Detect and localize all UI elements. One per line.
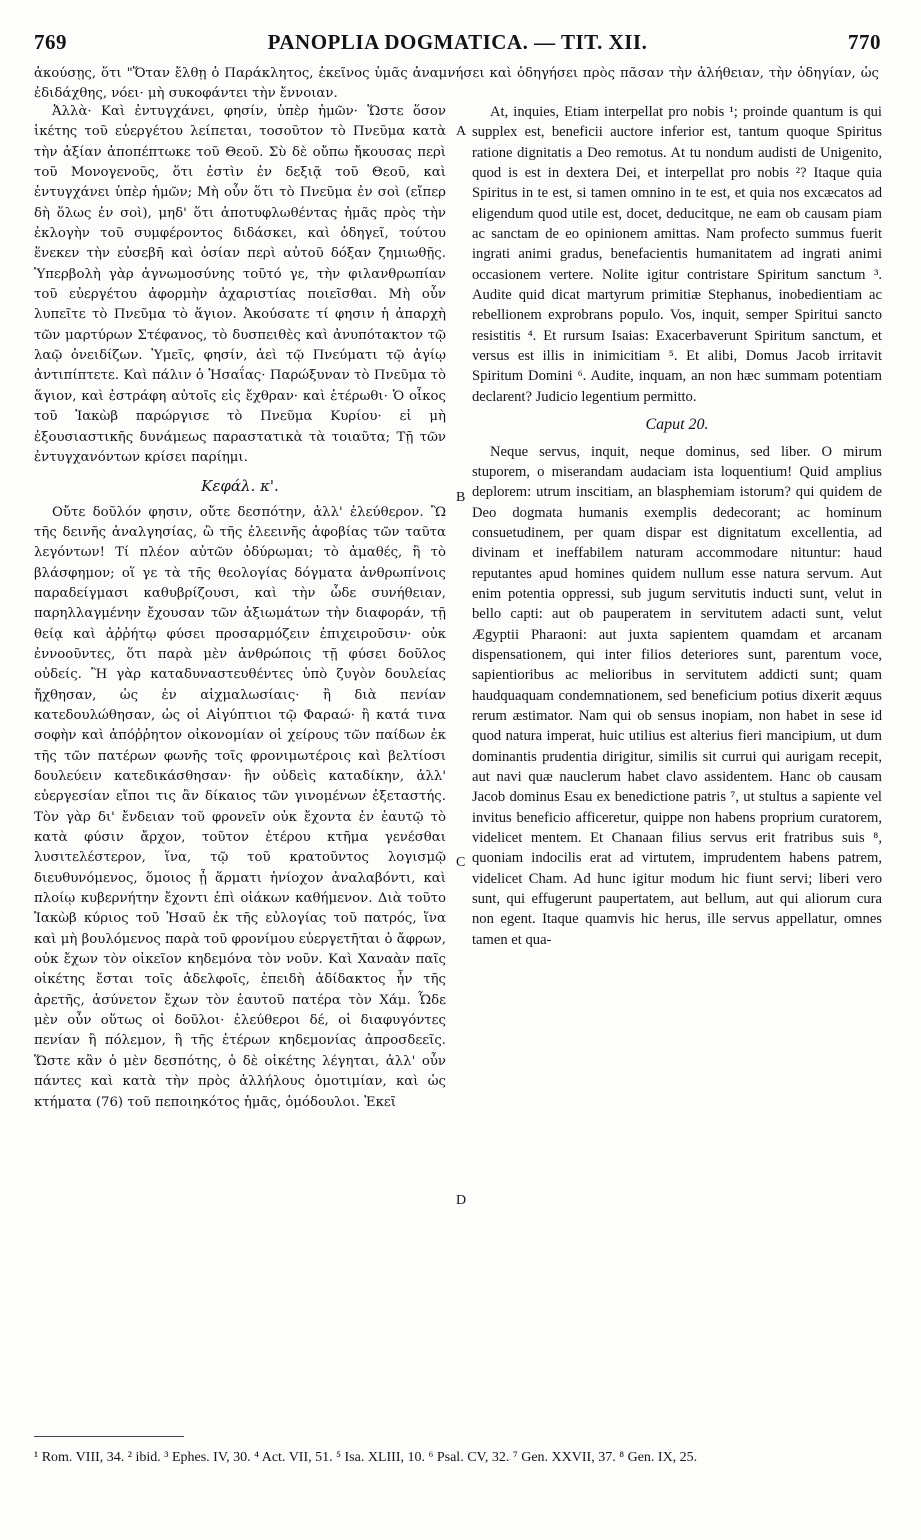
running-title: PANOPLIA DOGMATICA. — TIT. XII. (267, 30, 648, 54)
running-header (34, 30, 881, 56)
greek-paragraph-2: Οὔτε δοῦλόν φησιν, οὔτε δεσπότην, ἀλλ' ἐλεύθερον. Ὢ τῆς δεινῆς ἀναλγησίας, ὢ τῆς ἐλεεινῆς ἀφοβίας τῶν ταῦτα λεγόντων! Τί πλέον αὐτῶν ὀδύρωμαι; τὸ ἀμαθές, ἢ τὸ βλάσφημον; οἵ γε τὰ τῆς θεολογίας δόγματα ἀνθρωπίνοις παραδείγμασι καθυβρίζουσι, καὶ τὴν ὧδε συνήθειαν, παρηλλαγμένην ἔχουσαν τῶν ἀξιωμάτων τὴν διαφοράν, τῇ θείᾳ καὶ ἀῤῥήτῳ φύσει προσαρμόζειν ἐπιχειροῦσιν· οὐκ ἐννοοῦντες, ὅτι παρὰ μὲν ἀνθρώποις τῇ φύσει δοῦλος οὐδείς. Ἢ γὰρ καταδυναστευθέντες ὑπὸ ζυγὸν δουλείας ἤχθησαν, ὡς ἐν αἰχμαλωσίαις· ἢ διὰ πενίαν κατεδουλώθησαν, ὡς οἱ Αἰγύπτιοι τῷ Φαραώ· ἢ κατά τινα σοφὴν καὶ ἀπόῤῥητον οἰκονομίαν οἱ χείρους τῶν παίδων ἐκ τῆς τῶν πατέρων φωνῆς τοῖς φρονιμωτέροις καὶ βελτίοσι δουλεύειν κατεδικάσθησαν· ἣν οὐδεὶς καταδίκην, ἀλλ' εὐεργεσίαν εἴποι τις ἂν δίκαιος τῶν γινομένων ἐξεταστής. Τὸν γὰρ δι' ἔνδειαν τοῦ φρονεῖν οὐκ ἔχοντα ἐν ἑαυτῷ τὸ κατὰ φύσιν ἄρχον, τοῦτον ἑτέρου κτῆμα γενέσθαι λυσιτελέστερον, ἵνα, τῷ τοῦ κρατοῦντος λογισμῷ διευθυνόμενος, ὅμοιος ᾖ ἅρματι ἡνίοχον ἀναλαβόντι, καὶ πλοίῳ κυβερνήτην ἔχοντι ἐπὶ οἰάκων καθήμενον. Διὰ τοῦτο Ἰακὼβ κύριος τοῦ Ἡσαῦ ἐκ τῆς εὐλογίας τοῦ πατρός, ἵνα καὶ μὴ βουλόμενος παρὰ τοῦ φρονίμου εὐεργετῆται ὁ ἄφρων, οὐκ ἔχων τὸν οἰκεῖον κηδεμόνα τὸν νοῦν. Καὶ Χαναὰν παῖς οἰκέτης ἔσται τοῖς ἀδελφοῖς, ἐπειδὴ ἀδίδακτος ἦν τῆς ἀρετῆς, ἀσύνετον ἔχων τὸν ἑαυτοῦ πατέρα τὸν Χάμ. Ὧδε μὲν οὖν οὕτως οἱ δοῦλοι· ἐλεύθεροι δέ, οἱ διαφυγόντες πενίαν ἢ πόλεμον, ἢ τῆς ἑτέρων κηδεμονίας ἀπροσδεεῖς. Ὥστε κἂν ὁ μὲν δεσπότης, ὁ δὲ οἰκέτης λέγηται, ἀλλ' οὖν πάντες καὶ κατὰ τὴν πρὸς ἀλλήλους ὁμοτιμίαν, καὶ ὡς κτήματα (76) τοῦ πεποιηκότος ἡμᾶς, ὁμόδουλοι. Ἐκεῖ (34, 504, 446, 1110)
margin-letter-b: B (456, 490, 466, 505)
greek-chapter-heading: Κεφάλ. κ'. (201, 477, 279, 496)
greek-column (34, 102, 446, 1427)
page-number-right: 770 (848, 30, 881, 54)
latin-chapter-heading: Caput 20. (645, 416, 709, 434)
latin-column (472, 102, 882, 1427)
page-number-left: 769 (34, 30, 67, 54)
footnote-rule (34, 1436, 184, 1437)
latin-paragraph-1: At, inquies, Etiam interpellat pro nobis ¹; proinde quantum is qui supplex est, beneficii auctore inferior est, tantum quoque Spiritus ratione dignitatis a Deo remotus. At tu nondum audisti de Unigenito, quod is est in dextera Dei, et interpellat pro nobis ²? Itaque quia Spiritus in te est, si tamen omnino in te est, et quia nos excæcatos ad eligendum quod utile est, docet, deducitque, ne eam ob causam piam ac sanctam de eo opinionem amittas. Nam profecto summus fuerit ingrati animi gradus, benefacientis humanitatem ad ingrati animi occasionem vertere. Nolite igitur contristare Spiritum sanctum ³. Audite quid dicat martyrum primitiæ Stephanus, inobedientiam ac rebellionem exprobrans populo. Vos, inquit, semper Spiritui sancto resistitis ⁴. Et rursum Isaias: Exacerbaverunt Spiritum sanctum, et versus est illis in inimicitiam ⁵. Et alibi, Domus Jacob irritavit Spiritum Domini ⁶. Audite, inquam, an non hæc summam potentiam declarent? Judicio legentium permitto. (472, 104, 882, 405)
margin-letter-c: C (456, 855, 466, 870)
lead-line-greek: ἀκούσῃς, ὅτι "Ὅταν ἔλθῃ ὁ Παράκλητος, ἐκεῖνος ὑμᾶς ἀναμνήσει καὶ ὁδηγήσει πρὸς πᾶσαν τὴν ἀλήθειαν, τὴν ὁδηγίαν, ὡς ἐδιδάχθης, νόει· μὴ συκοφάντει τὴν ἔννοιαν. (34, 66, 879, 101)
greek-paragraph-1: Ἀλλὰ· Καὶ ἐντυγχάνει, φησίν, ὑπὲρ ἡμῶν· Ὥστε ὅσον ἱκέτης τοῦ εὐεργέτου λείπεται, τοσοῦτον τὸ Πνεῦμα κατὰ τὴν ἀξίαν ἀποπέπτωκε τοῦ Θεοῦ. Σὺ δὲ οὔπω ἤκουσας περὶ τοῦ Μονογενοῦς, ὅτι ἐστὶν ἐν δεξιᾷ τοῦ Θεοῦ, καὶ ἐντυγχάνει ὑπὲρ ἡμῶν; Μὴ οὖν ὅτι τὸ Πνεῦμα ἐν σοὶ (εἴπερ δὴ ὅλως ἐν σοὶ), μηδ' ὅτι ἀποτυφλωθέντας ἡμᾶς πρὸς τὴν ἐκλογὴν τοῦ συμφέροντος διδάσκει, καὶ ὁδηγεῖ, τούτου ἕνεκεν τὴν εὐσεβῆ καὶ ὁσίαν περὶ αὐτοῦ δόξαν ζημιωθῇς. Ὑπερβολὴ γὰρ ἀγνωμοσύνης τοῦτό γε, τὴν φιλανθρωπίαν τοῦ εὐεργέτου ἀφορμὴν ἀχαριστίας ποιεῖσθαι. Μὴ οὖν λυπεῖτε τὸ Πνεῦμα τὸ ἅγιον. Ἀκούσατε τί φησιν ἡ ἀπαρχὴ τῶν μαρτύρων Στέφανος, τὸ δυσπειθὲς καὶ ἀνυπότακτον τῷ λαῷ ὀνειδίζων. Ὑμεῖς, φησίν, ἀεὶ τῷ Πνεύματι τῷ ἁγίῳ ἀντιπίπτετε. Καὶ πάλιν ὁ Ἡσαΐας· Παρώξυναν τὸ Πνεῦμα τὸ ἅγιον, καὶ ἐστράφη αὐτοῖς εἰς ἔχθραν· καὶ ἑτέρωθι· Ὁ οἶκος τοῦ Ἰακὼβ παρώργισε τὸ Πνεῦμα Κυρίου· εἰ μὴ ἐξουσιαστικῆς δυνάμεως παραστατικὰ τὰ τοιαῦτα; Τῇ τῶν ἐντυγχανόντων κρίσει παρίημι. (34, 104, 446, 465)
margin-letter-d: D (456, 1193, 467, 1208)
margin-letter-a: A (456, 124, 467, 139)
latin-paragraph-2: Neque servus, inquit, neque dominus, sed liber. O mirum stuporem, o miserandam audaciam ista loquentium! Quid amplius deplorem: utrum inscitiam, an blasphemiam istorum? qui quidem de Deo dogmata humanis exemplis dedecorant; ac hominum consuetudinem, per quam dispar est dignitatum excellentia, ad divinam et ineffabilem naturam accommodare nituntur: haud reputantes apud homines quidem nullum esse natura servum. Aut enim potentia oppressi, sub jugum servitutis inducti sunt, velut in bello capti: aut ob pauperatem in servitutem adacti sunt, velut Ægyptii Pharaoni: aut juxta sapientem quamdam et arcanam dispensationem, qui inter filios deteriores sunt, parentum voce, sapientioribus ac melioribus in servitutem addicti sunt; quam haudquaquam condemnationem, sed beneficium potius dixerit æquus rerum æstimator. Nam qui ob sensus inopiam, non habet in sese id quod natura imperat, huic utilius est alterius fieri mancipium, ut dum dominantis prudentia dirigitur, similis sit currui qui aurigam recepit, aut navi quæ nauclerum habet clavo assidentem. Hanc ob causam Jacob dominus Esau ex benedictione patris ⁷, ut stultus a sapiente vel invitus beneficio afficeretur, quippe non habens proprium curatorem, videlicet mentem. Et Chanaan filius servus erit fratribus suis ⁸, quoniam indocilis erat ad virtutem, imprudentem habens patrem, videlicet Cham. Ad hunc igitur modum hic fiunt servi; liberi vero sunt, qui effugerunt paupertatem, aut bellum, aut qui aliorum cura non egent. Itaque quamvis hic herus, ille servus appellatur, omnes tamen et qua- (472, 443, 882, 948)
footnotes: ¹ Rom. VIII, 34. ² ibid. ³ Ephes. IV, 30. ⁴ Act. VII, 51. ⁵ Isa. XLIII, 10. ⁶ Psal. CV, 32. ⁷ Gen. XXVII, 37. ⁸ Gen. IX, 25. (34, 1450, 698, 1465)
